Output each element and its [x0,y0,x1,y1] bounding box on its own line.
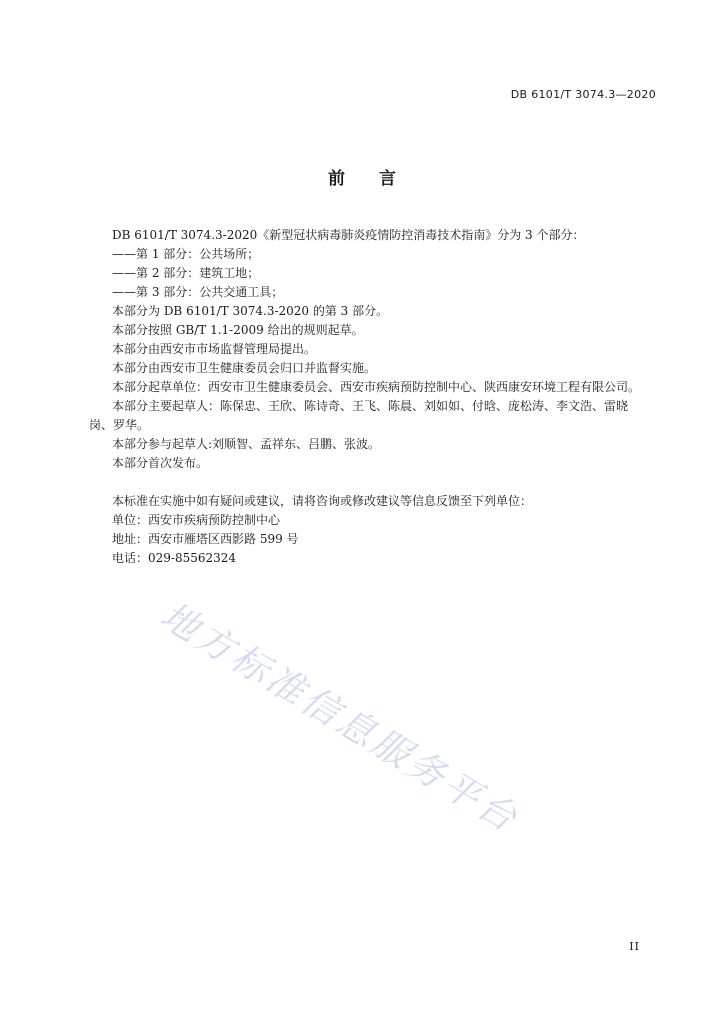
paragraph-drafting-units: 本部分起草单位：西安市卫生健康委员会、西安市疾病预防控制中心、陕西康安环境工程有限公司。 [112,380,641,394]
paragraph-structure: DB 6101/T 3074.3-2020《新型冠状病毒肺炎疫情防控消毒技术指南》分为 3 个部分： [112,228,585,242]
paragraph-part-1: ——第 1 部分：公共场所； [112,247,260,261]
contact-address: 地址：西安市雁塔区西影路 599 号 [112,532,299,546]
watermark: 地方标准信息服务平台 [153,593,527,842]
spacer [89,473,649,492]
paragraph-first-release: 本部分首次发布。 [112,456,209,470]
document-code: DB 6101/T 3074.3—2020 [510,88,656,101]
paragraph-part-3: ——第 3 部分：公共交通工具； [112,285,284,299]
foreword-body [89,226,649,568]
paragraph-supervised-by: 本部分由西安市卫生健康委员会归口并监督实施。 [112,361,377,375]
page-title: 前言 [328,169,430,189]
paragraph-participants: 本部分参与起草人:刘顺智、孟祥东、吕鹏、张波。 [112,437,381,451]
paragraph-main-drafters: 本部分主要起草人：陈保忠、王欣、陈诗奇、王飞、陈晨、刘如如、付晗、庞松涛、李文浩、雷晓岗、罗华。 [89,399,629,432]
contact-unit: 单位：西安市疾病预防控制中心 [112,513,281,527]
paragraph-drafting-rules: 本部分按照 GB/T 1.1-2009 给出的规则起草。 [112,323,364,337]
contact-phone: 电话：029-85562324 [112,551,237,565]
page-number: II [629,940,640,953]
paragraph-this-part: 本部分为 DB 6101/T 3074.3-2020 的第 3 部分。 [112,304,389,318]
paragraph-proposed-by: 本部分由西安市市场监督管理局提出。 [112,342,317,356]
contact-intro: 本标准在实施中如有疑问或建议，请将咨询或修改建议等信息反馈至下列单位： [112,494,533,508]
paragraph-part-2: ——第 2 部分：建筑工地； [112,266,260,280]
